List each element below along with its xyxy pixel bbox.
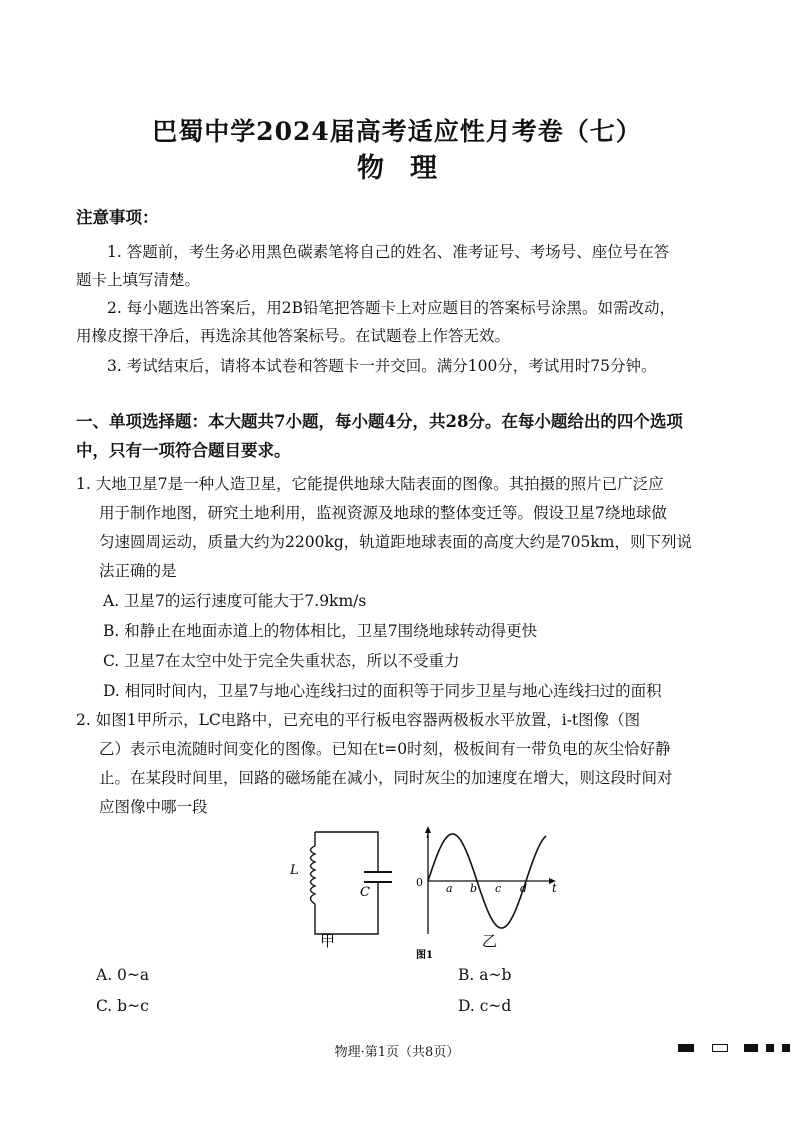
subject-title: 物理 [357,153,463,184]
question-1-text: 匀速圆周运动，质量大约为2200kg，轨道距地球表面的高度大约是705km，则下列说 [99,533,692,551]
lc-circuit [308,832,392,934]
notice-line: 用橡皮擦干净后，再选涂其他答案标号。在试题卷上作答无效。 [76,327,511,345]
notice-line: 题卡上填写清楚。 [76,271,201,289]
origin-label: 0 [416,876,423,889]
graph-caption: 乙 [482,932,498,950]
question-1-option-c: C. 卫星7在太空中处于完全失重状态，所以不受重力 [103,652,460,670]
axis-t-label: t [552,881,557,895]
scan-mark-hollow [712,1044,728,1052]
point-a-label: a [446,882,453,895]
question-1-option-b: B. 和静止在地面赤道上的物体相比，卫星7围绕地球转动得更快 [103,622,538,640]
i-t-graph [425,826,556,934]
question-2-option-a: A. 0~a [96,966,150,984]
figure-caption: 图1 [416,950,433,961]
section-heading: 一、单项选择题：本大题共7小题，每小题4分，共28分。在每小题给出的四个选项 [76,412,683,431]
question-2-option-c: C. b~c [96,997,149,1015]
figure-1 [280,822,580,962]
notice-line: 1. 答题前，考生务必用黑色碳素笔将自己的姓名、准考证号、考场号、座位号在答 [107,243,670,261]
scan-mark [678,1044,694,1052]
figure-1-drawing [280,822,580,962]
circuit-caption: 甲 [320,932,336,950]
point-d-label: d [520,882,528,895]
notice-line: 3. 考试结束后，请将本试卷和答题卡一并交回。满分100分，考试用时75分钟。 [107,357,657,375]
question-1-text: 法正确的是 [99,562,177,580]
scan-mark [766,1044,774,1052]
question-1-option-a: A. 卫星7的运行速度可能大于7.9km/s [103,592,367,610]
page-footer: 物理·第1页（共8页） [334,1045,460,1060]
question-2-option-b: B. a~b [458,966,512,984]
question-1-option-d: D. 相同时间内，卫星7与地心连线扫过的面积等于同步卫星与地心连线扫过的面积 [103,682,662,700]
notice-line: 2. 每小题选出答案后，用2B铅笔把答题卡上对应题目的答案标号涂黑。如需改动， [107,299,675,317]
question-2-text: 应图像中哪一段 [99,798,208,816]
scan-mark [782,1044,790,1052]
notice-heading: 注意事项： [76,208,159,227]
question-1-text: 用于制作地图，研究土地利用，监视资源及地球的整体变迁等。假设卫星7绕地球做 [99,504,667,522]
question-2-text: 2. 如图1甲所示，LC电路中，已充电的平行板电容器两极板水平放置，i-t图像（图 [76,711,641,729]
exam-title: 巴蜀中学2024届高考适应性月考卷（七） [152,117,642,146]
question-2-text: 乙）表示电流随时间变化的图像。已知在t=0时刻，极板间有一带负电的灰尘恰好静 [99,740,671,758]
point-c-label: c [495,882,502,895]
axis-i-label: i [426,827,430,841]
question-1-text: 1. 大地卫星7是一种人造卫星，它能提供地球大陆表面的图像。其拍摄的照片已广泛应 [76,475,664,493]
point-b-label: b [470,882,478,895]
scan-mark [744,1044,758,1052]
question-2-option-d: D. c~d [458,997,512,1015]
capacitor-label: C [360,885,370,900]
section-heading: 中，只有一项符合题目要求。 [76,441,291,460]
inductor-label: L [290,863,299,878]
question-2-text: 止。在某段时间里，回路的磁场能在减小，同时灰尘的加速度在增大，则这段时间对 [99,769,673,787]
